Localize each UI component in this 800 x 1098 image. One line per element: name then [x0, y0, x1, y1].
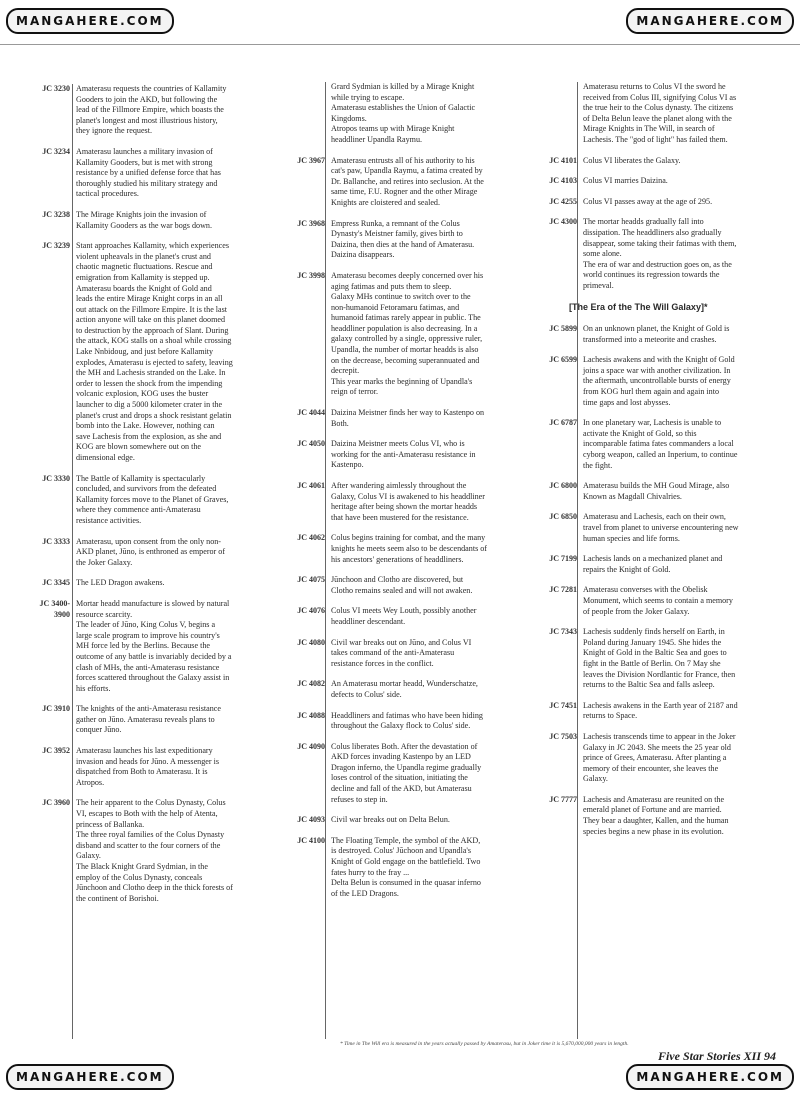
timeline-entry — [20, 746, 278, 788]
entry-year: JC 6850 — [549, 512, 577, 522]
timeline-entry — [527, 418, 783, 471]
entry-text: Amaterasu requests the countries of Kallamity Gooders to join the AKD, but following the lead of the Fillmore Empire, which boasts the planet's longest and most illustrious history, they ignore the request. — [76, 84, 227, 136]
entry-year: JC 3238 — [42, 209, 70, 219]
entry-year: JC 3333 — [42, 536, 70, 546]
entry-text: Lachesis lands on a mechanized planet and repairs the Knight of Gold. — [583, 554, 723, 574]
timeline-entry — [527, 701, 783, 722]
timeline-entry — [275, 606, 527, 627]
entry-year: JC 3230 — [42, 84, 70, 93]
entry-year: JC 4300 — [549, 217, 577, 227]
timeline-entry — [527, 554, 783, 575]
entry-year: JC 4050 — [297, 439, 325, 449]
timeline-entry — [20, 798, 278, 904]
entry-text: The knights of the anti-Amaterasu resistance gather on Jūno. Amaterasu reveals plans to conquer Jūno. — [76, 704, 221, 735]
entry-year: JC 4093 — [297, 815, 325, 825]
timeline-entry — [20, 599, 278, 694]
entry-year: JC 7281 — [549, 585, 577, 595]
entry-text: Amaterasu becomes deeply concerned over his aging fatimas and puts them to sleep. Galaxy MHs continue to switch over to the non-humanoid Fetoramaru fatimas, and humanoid fatimas rarely appear in public. The headdliner population is also decreasing. In a galaxy controlled by a single, oppressive ruler, Upandla, the number of mortar headds is also on the decrease, becoming superannuated and decrepit. This year marks the beginning of Upandla's reign of terror. — [331, 270, 484, 397]
timeline-entry — [20, 704, 278, 736]
timeline-entry — [527, 627, 783, 691]
entry-text: Lachesis transcends time to appear in the Joker Galaxy in JC 2043. She meets the 25 year old prince of Grees, Amaterasu. After planting a memory of their encounter, she leaves the Galaxy. — [583, 731, 736, 784]
entry-year: JC 7343 — [549, 627, 577, 637]
entry-year: JC 3239 — [42, 241, 70, 251]
timeline-entry — [20, 147, 278, 200]
timeline-entry — [527, 355, 783, 408]
entry-text: Amaterasu launches a military invasion of Kallamity Gooders, but is met with strong resistance by a unified defense force that has thoroughly studied his military strategy and tactical procedures. — [76, 146, 221, 199]
watermark-bottom-left: MANGAHERE.COM — [6, 1064, 174, 1090]
timeline-entry — [275, 439, 527, 471]
entry-text: Jūnchoon and Clotho are discovered, but Clotho remains sealed and will not awaken. — [331, 575, 473, 595]
entry-year: JC 7503 — [549, 731, 577, 741]
entry-text: Colus VI passes away at the age of 295. — [583, 196, 713, 206]
entry-text: Colus VI marries Daizina. — [583, 176, 668, 186]
entry-year: JC 7451 — [549, 700, 577, 710]
entry-text: Lachesis awakens in the Earth year of 2187 and returns to Space. — [583, 700, 738, 721]
timeline-entry — [20, 474, 278, 527]
timeline-entry — [527, 795, 783, 837]
timeline-entry — [275, 679, 527, 700]
section-heading: [The Era of the The Will Galaxy]* — [569, 301, 708, 312]
entry-year: JC 3234 — [42, 146, 70, 156]
entry-text: On an unknown planet, the Knight of Gold is transformed into a meteorite and crashes. — [583, 324, 730, 344]
entry-year: JC 3345 — [42, 578, 70, 588]
timeline-entry — [275, 638, 527, 670]
entry-text: Daizina Meistner finds her way to Kastenpo on Both. — [331, 408, 485, 428]
timeline-entry — [275, 481, 527, 523]
timeline-entry — [527, 217, 783, 291]
timeline-entry — [275, 742, 527, 806]
entry-year: JC 3330 — [42, 473, 70, 483]
watermark-top-left: MANGAHERE.COM — [6, 8, 174, 34]
entry-year: JC 7777 — [549, 794, 577, 804]
timeline-entry — [20, 578, 278, 589]
entry-year: JC 4103 — [549, 176, 577, 186]
entry-year: JC 3910 — [42, 704, 70, 714]
timeline-entry — [275, 156, 527, 209]
entry-year: JC 6599 — [549, 355, 577, 365]
entry-text: In one planetary war, Lachesis is unable to activate the Knight of Gold, so this incomparable fatima fates commanders a local cyborg weapon, called an Inperium, to continue the fight. — [583, 418, 738, 470]
entry-year: JC 3998 — [297, 270, 325, 280]
entry-text: The mortar headds gradually fall into dissipation. The headdliners also gradually disappear, some taking their fatimas with them, some alone. The era of war and destruction goes on, as the world continues its regression towards the primeval. — [583, 217, 737, 290]
entry-text: Stant approaches Kallamity, which experiences violent upheavals in the planet's crust and chaotic magnetic fluctuations. Rescue and emigration from Kallamity is stepped up. Amaterasu boards the Knight of Gold and leads the entire Mirage Knight corps in an all out attack on the Fillmore Empire. It is the last action anyone will take on this planet doomed to destruction by the approach of Slant. During the attack, KOG stalls on a shoal while crossing Lake Nnbidoug, and just before Kallamity explodes, Amaterasu is ejected to safety, leaving the MH and Lachesis stranded on the Lake. In order to lessen the shock from the impending volcanic explosion, KOG uses the buster launcher to dig a 5000 kilometer crater in the planet's crust and drops a shock resistant gelatin bomb into the Lake. However, nothing can save Lachesis from the explosion, as she and KOG are blown somewhere out on the dimensional edge. — [76, 241, 233, 462]
timeline-entry — [527, 732, 783, 785]
timeline-entry — [527, 156, 783, 167]
footnote: * Time in The Will era is measured in the years actually passed by Amaterasu, but in Joker time it is 5,670,000,000 years in length. — [340, 1041, 629, 1047]
watermark-top-right: MANGAHERE.COM — [626, 8, 794, 34]
entry-year: JC 4076 — [297, 606, 325, 616]
entry-year: JC 4082 — [297, 679, 325, 689]
timeline-entry — [20, 241, 278, 463]
timeline-entry — [275, 815, 527, 826]
entry-text: After wandering aimlessly throughout the Galaxy, Colus VI is awakened to his headdliner heritage after being shown the mortar headds that have been mustered for the resistance. — [331, 481, 485, 522]
entry-text: The Battle of Kallamity is spectacularly concluded, and survivors from the defeated Kallamity forces move to the Planet of Graves, where they commence anti-Amaterasu resistance activities. — [76, 473, 229, 525]
entry-text: The heir apparent to the Colus Dynasty, Colus VI, escapes to Both with the help of Atenta, princess of Ballanka. The three royal families of the Colus Dynasty disband and scatter to the four corners of the Galaxy. The Black Knight Grard Sydmian, in the employ of the Colus Dynasty, conceals Jūnchoon and Clotho deep in the thick forests of the continent of Borishoi. — [76, 798, 233, 903]
timeline-entry — [275, 575, 527, 596]
page-label: Five Star Stories XII 94 — [657, 1049, 776, 1063]
timeline-entry — [527, 324, 783, 345]
timeline-entry — [275, 219, 527, 261]
timeline-entry — [20, 210, 278, 231]
entry-year: JC 4255 — [549, 196, 577, 206]
entry-year: JC 4044 — [297, 408, 325, 418]
entry-text: Civil war breaks out on Jūno, and Colus VI takes command of the anti-Amaterasu resistance forces in the conflict. — [331, 637, 472, 668]
entry-year: JC 4100 — [297, 835, 325, 845]
timeline-entry — [527, 512, 783, 544]
top-divider — [0, 44, 800, 45]
entry-text: Daizina Meistner meets Colus VI, who is working for the anti-Amaterasu resistance in Kastenpo. — [331, 439, 476, 470]
entry-text: Colus liberates Both. After the devastation of AKD forces invading Kastenpo by an LED Dragon inferno, the Upandla regime gradually loses control of the situation, initiating the decline and fall of the AKD, but Amaterasu refuses to step in. — [331, 741, 482, 804]
watermark-bottom-right: MANGAHERE.COM — [626, 1064, 794, 1090]
timeline-entry — [275, 836, 527, 900]
timeline-entry — [527, 176, 783, 187]
entry-text: Mortar headd manufacture is slowed by natural resource scarcity. The leader of Jūno, King Colus V, begins a large scale program to improve his country's MH force led by the Berlins. Because the outcome of any battle is invariably decided by a clash of MHs, the anti-Amaterasu resistance forces scattered throughout the Galaxy assist in his efforts. — [76, 598, 232, 693]
entry-text: Empress Runka, a remnant of the Colus Dynasty's Meistner family, gives birth to Daizina, then dies at the hand of Amaterasu. Daizina disappears. — [331, 218, 475, 260]
entry-year: JC 6787 — [549, 418, 577, 428]
entry-text: Amaterasu and Lachesis, each on their own, travel from planet to universe encountering new human species and life forms. — [583, 512, 739, 543]
entry-text: Amaterasu converses with the Obelisk Monument, which seems to contain a memory of people from the Joker Galaxy. — [583, 585, 733, 616]
timeline-entry — [20, 537, 278, 569]
entry-year: JC 4090 — [297, 741, 325, 751]
entry-text: Lachesis and Amaterasu are reunited on the emerald planet of Fortune and are married. They bear a daughter, Kallen, and the human species begins a new phase in its evolution. — [583, 794, 729, 836]
timeline-column-right — [527, 82, 783, 847]
entry-year: JC 3952 — [42, 746, 70, 756]
entry-year: JC 3960 — [42, 798, 70, 808]
entry-text: Amaterasu entrusts all of his authority to his cat's paw, Upandla Raymu, a fatima created by Dr. Ballanche, and retires into seclusion. At the same time, F.U. Rogner and the other Mirage Knights are cloistered and sealed. — [331, 155, 484, 207]
entry-text: Colus VI meets Wey Louth, possibly another headdliner descendant. — [331, 606, 477, 626]
timeline-column-left — [20, 84, 278, 914]
timeline-entry — [20, 84, 278, 137]
timeline-entry — [275, 533, 527, 565]
entry-text: Amaterasu launches his last expeditionary invasion and heads for Jūno. A messenger is dispatched from Both to Amaterasu. It is Atropos. — [76, 746, 219, 787]
entry-year: JC 4075 — [297, 575, 325, 585]
entry-text: Amaterasu, upon consent from the only non- AKD planet, Jūno, is enthroned as emperor of the Joker Galaxy. — [76, 536, 226, 567]
entry-year: JC 4061 — [297, 481, 325, 490]
entry-text: Headdliners and fatimas who have been hiding throughout the Galaxy flock to Colus' side. — [331, 710, 483, 731]
entry-year: JC 3968 — [297, 218, 325, 228]
entry-year: JC 5899 — [549, 324, 577, 334]
entry-year: JC 7199 — [549, 554, 577, 564]
entry-year: JC 3967 — [297, 155, 325, 165]
entry-text: The Mirage Knights join the invasion of Kallamity Gooders as the war bogs down. — [76, 209, 212, 230]
timeline-entry — [275, 711, 527, 732]
entry-text: An Amaterasu mortar headd, Wunderschatze, defects to Colus' side. — [331, 679, 478, 699]
continued-entry: Grard Sydmian is killed by a Mirage Knight while trying to escape. Amaterasu establishes the Union of Galactic Kingdoms. Atropos teams up with Mirage Knight headdliner Upandla Raymu. — [331, 82, 476, 144]
entry-year: JC 3400- 3900 — [39, 598, 70, 619]
entry-year: JC 6800 — [549, 481, 577, 491]
entry-text: Lachesis awakens and with the Knight of Gold joins a space war with another civilization. In the aftermath, uncontrollable bursts of energy from KOG hurl them again and again into time gaps and lost abysses. — [583, 355, 735, 407]
entry-year: JC 4088 — [297, 710, 325, 720]
entry-year: JC 4062 — [297, 533, 325, 543]
entry-text: Colus VI liberates the Galaxy. — [583, 155, 681, 165]
continued-entry: Amaterasu returns to Colus VI the sword he received from Colus III, signifying Colus VI as the true heir to the Colus dynasty. The citizens of Delta Belun leave the planet along with the Mirage Knights in The Will, in search of Lachesis. The "god of light" has failed them. — [583, 82, 737, 144]
entry-text: The Floating Temple, the symbol of the AKD, is destroyed. Colus' Jūchoon and Upandla's Knight of Gold engage on the battlefield. Two fates hurry to the fray ... Delta Belun is consumed in the quasar inferno of the LED Dragons. — [331, 835, 481, 898]
entry-text: Amaterasu builds the MH Goud Mirage, also Known as Magdall Chivalries. — [583, 481, 730, 501]
entry-text: Colus begins training for combat, and the many knights he meets seem also to be descendants of his ancestors' generations of headdliners. — [331, 533, 487, 564]
timeline-entry — [527, 481, 783, 502]
entry-text: Civil war breaks out on Delta Belun. — [331, 815, 450, 825]
timeline-entry — [527, 585, 783, 617]
entry-year: JC 4101 — [549, 155, 577, 165]
entry-year: JC 4080 — [297, 637, 325, 647]
timeline-entry — [275, 408, 527, 429]
timeline-entry — [527, 197, 783, 208]
entry-text: Lachesis suddenly finds herself on Earth, in Poland during January 1945. She hides the Knight of Gold in the Baltic Sea and goes to fight in the Battle of Berlin. On 7 May she leaves the Division Nordlantic for France, then returns to the Baltic Sea and falls asleep. — [583, 627, 736, 690]
timeline-column-middle — [275, 82, 527, 909]
entry-text: The LED Dragon awakens. — [76, 578, 165, 588]
timeline-entry — [275, 271, 527, 398]
